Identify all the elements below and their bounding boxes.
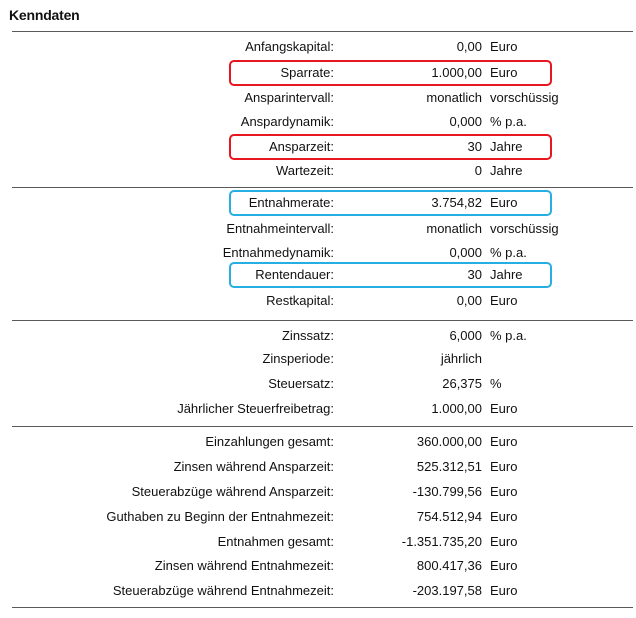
row-value: jährlich [440,351,482,366]
row-unit: % p.a. [490,328,527,343]
row-zinsen-entnahmezeit [0,555,636,577]
row-label: Steuerabzüge während Entnahmezeit: [112,583,334,598]
row-value: 360.000,00 [416,434,482,449]
row-label: Anspardynamik: [240,114,334,129]
divider-top [12,31,633,32]
row-value: 6,000 [449,328,482,343]
row-unit: Jahre [490,267,523,282]
row-unit: Jahre [490,163,523,178]
divider-section-2 [12,320,633,321]
row-value: 26,375 [442,376,482,391]
row-value: 0,000 [449,245,482,260]
row-unit: Euro [490,484,518,499]
row-unit: Jahre [490,139,523,154]
row-label: Entnahmerate: [248,195,334,210]
row-label: Anfangskapital: [245,39,334,54]
row-unit: Euro [490,558,518,573]
row-sparrate [0,62,636,84]
row-unit: vorschüssig [490,90,559,105]
row-label: Steuerabzüge während Ansparzeit: [131,484,334,499]
row-unit: Euro [490,195,518,210]
row-unit: % [490,376,502,391]
row-unit: Euro [490,293,518,308]
divider-section-1 [12,187,633,188]
row-unit: Euro [490,459,518,474]
row-label: Zinsperiode: [262,351,334,366]
row-entnahmeintervall [0,218,636,240]
row-anfangskapital [0,36,636,58]
row-value: -130.799,56 [412,484,482,499]
row-label: Zinssatz: [281,328,334,343]
row-label: Entnahmeintervall: [226,221,334,236]
row-zinsperiode [0,348,636,370]
divider-bottom [12,607,633,608]
row-value: 0,000 [449,114,482,129]
row-label: Zinsen während Entnahmezeit: [154,558,334,573]
row-zinsen-ansparzeit [0,456,636,478]
row-zinssatz [0,325,636,347]
row-unit: Euro [490,509,518,524]
row-unit: Euro [490,39,518,54]
row-value: 800.417,36 [416,558,482,573]
row-anspardynamik [0,111,636,133]
row-unit: Euro [490,434,518,449]
row-value: 1.000,00 [431,401,482,416]
page-title: Kenndaten [9,7,80,23]
row-value: 0,00 [456,293,482,308]
row-entnahmerate [0,192,636,214]
divider-section-3 [12,426,633,427]
row-label: Steuersatz: [268,376,334,391]
row-value: 30 [467,139,482,154]
row-unit: Euro [490,583,518,598]
row-label: Guthaben zu Beginn der Entnahmezeit: [106,509,334,524]
row-value: 0 [474,163,482,178]
row-unit: Euro [490,65,518,80]
row-steuerabzuege-ansparzeit [0,481,636,503]
row-ansparzeit [0,136,636,158]
row-label: Rentendauer: [255,267,334,282]
row-unit: vorschüssig [490,221,559,236]
row-value: 30 [467,267,482,282]
row-guthaben-beginn-entnahme [0,506,636,528]
row-value: monatlich [426,221,482,236]
row-steuerfreibetrag [0,398,636,420]
row-unit: % p.a. [490,114,527,129]
row-unit: Euro [490,401,518,416]
row-steuersatz [0,373,636,395]
row-label: Restkapital: [266,293,334,308]
row-wartezeit [0,160,636,182]
row-value: monatlich [426,90,482,105]
row-label: Entnahmen gesamt: [217,534,334,549]
row-value: 0,00 [456,39,482,54]
row-unit: % p.a. [490,245,527,260]
row-label: Entnahmedynamik: [222,245,334,260]
row-value: 754.512,94 [416,509,482,524]
row-label: Zinsen während Ansparzeit: [173,459,334,474]
row-entnahmedynamik [0,242,636,264]
row-restkapital [0,290,636,312]
row-label: Einzahlungen gesamt: [205,434,334,449]
row-value: 3.754,82 [431,195,482,210]
row-label: Sparrate: [280,65,334,80]
row-label: Jährlicher Steuerfreibetrag: [177,401,334,416]
row-label: Ansparzeit: [268,139,334,154]
row-unit: Euro [490,534,518,549]
row-entnahmen-gesamt [0,531,636,553]
row-einzahlungen-gesamt [0,431,636,453]
row-ansparintervall [0,87,636,109]
row-rentendauer [0,264,636,286]
row-label: Ansparintervall: [244,90,334,105]
row-value: 525.312,51 [416,459,482,474]
row-value: 1.000,00 [431,65,482,80]
row-value: -1.351.735,20 [401,534,482,549]
row-label: Wartezeit: [275,163,334,178]
row-value: -203.197,58 [412,583,482,598]
row-steuerabzuege-entnahmezeit [0,580,636,602]
